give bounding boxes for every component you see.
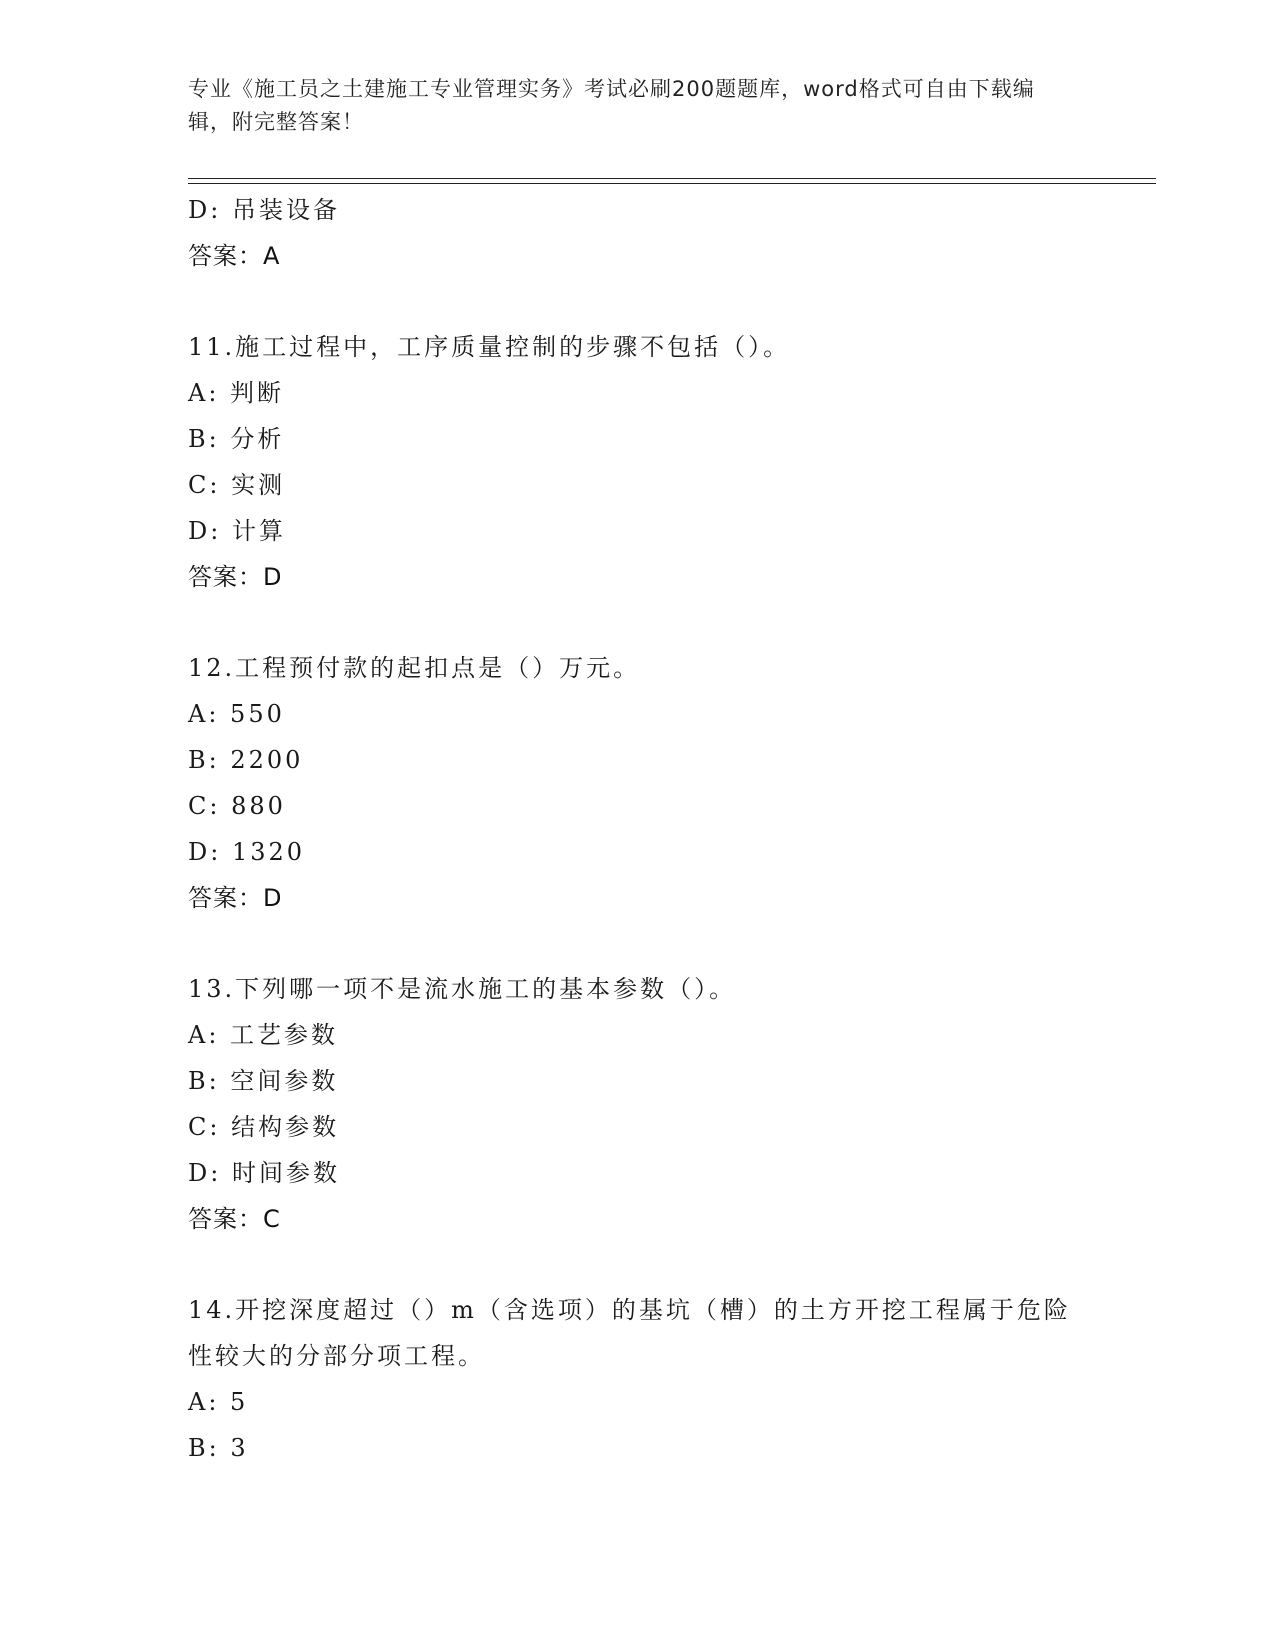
option-c: C: 结构参数 (188, 1113, 340, 1141)
question-stem: 12.工程预付款的起扣点是（）万元。 (188, 654, 641, 682)
option-a: A: 工艺参数 (188, 1021, 339, 1049)
option-d: D: 时间参数 (188, 1159, 340, 1187)
header-divider-bottom (188, 183, 1156, 184)
answer-line: 答案：D (188, 884, 283, 912)
spacer (188, 279, 1088, 324)
option-b: B: 分析 (188, 425, 285, 453)
question-block-14 (188, 1287, 1088, 1471)
option-c: C: 880 (188, 792, 286, 820)
question-block-11 (188, 324, 1088, 600)
option-c: C: 实测 (188, 471, 286, 499)
spacer (188, 600, 1088, 645)
header-divider-top (188, 178, 1156, 179)
document-header: 专业《施工员之土建施工专业管理实务》考试必刷200题题库，word格式可自由下载编辑，附完整答案！ (188, 77, 1035, 134)
question-stem: 11.施工过程中，工序质量控制的步骤不包括（）。 (188, 333, 791, 361)
question-block-13 (188, 966, 1088, 1242)
option-a: A: 判断 (188, 379, 285, 407)
option-d: D: 吊装设备 (188, 196, 340, 224)
answer-line: 答案：C (188, 1205, 281, 1233)
spacer (188, 1242, 1088, 1287)
answer-line: 答案：D (188, 563, 283, 591)
option-d: D: 计算 (188, 517, 286, 545)
spacer (188, 921, 1088, 966)
option-a: A: 550 (188, 700, 285, 728)
option-a: A: 5 (188, 1388, 249, 1416)
option-b: B: 空间参数 (188, 1067, 339, 1095)
option-d: D: 1320 (188, 838, 306, 866)
option-b: B: 2200 (188, 746, 304, 774)
question-block-partial (188, 187, 1088, 279)
question-block-12 (188, 645, 1088, 921)
option-b: B: 3 (188, 1434, 249, 1462)
question-stem: 14.开挖深度超过（）m（含选项）的基坑（槽）的土方开挖工程属于危险性较大的分部分项工程。 (188, 1296, 1071, 1370)
question-list (188, 187, 1088, 1471)
answer-line: 答案：A (188, 242, 281, 270)
question-stem: 13.下列哪一项不是流水施工的基本参数（）。 (188, 975, 737, 1003)
